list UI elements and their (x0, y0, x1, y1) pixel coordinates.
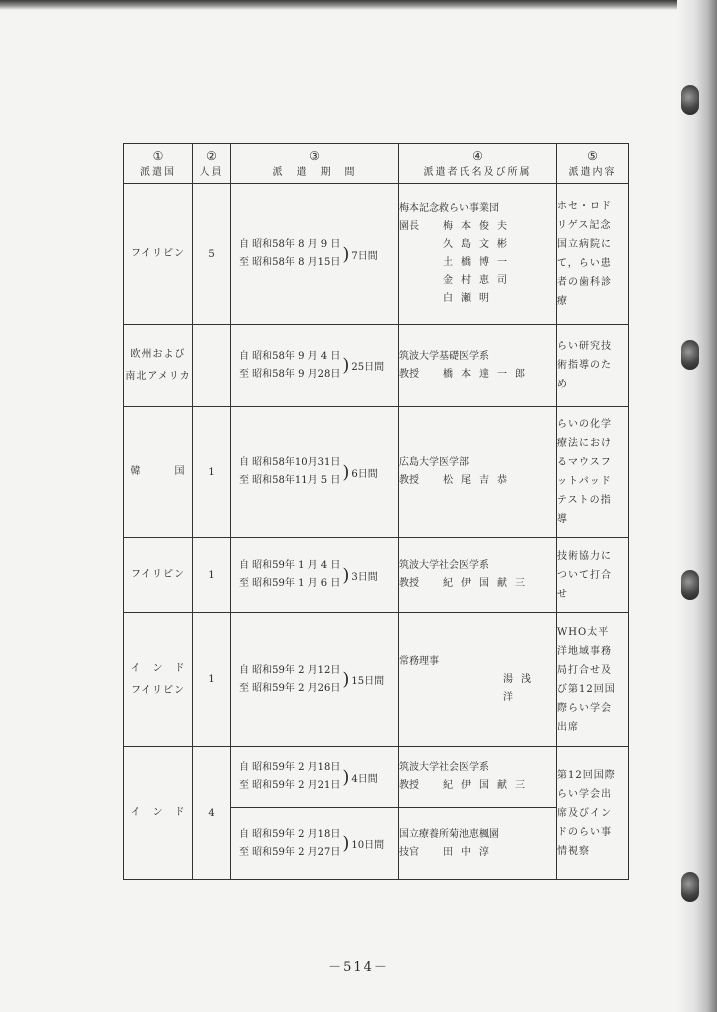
binder-ring-icon (681, 872, 699, 902)
count-cell (193, 325, 231, 407)
table-row (124, 613, 629, 747)
content-cell: 技術協力に ついて打合 せ (557, 538, 629, 613)
country-cell: 欧州および 南北アメリカ (124, 325, 193, 407)
content-cell: らい研究技 術指導のた め (557, 325, 629, 407)
binder-ring-icon (681, 340, 699, 370)
dispatch-table (123, 143, 629, 880)
dispatchee-cell: 常務理事 湯浅洋 (399, 613, 557, 747)
count-cell: 1 (193, 538, 231, 613)
count-cell: 4 (193, 747, 231, 880)
period-cell: 自 昭和59年 2 月18日 至 昭和59年 2 月21日 ) 4日間 (231, 747, 399, 808)
country-cell: イ ン ド (124, 747, 193, 880)
period-cell: 自 昭和59年 2 月12日 至 昭和59年 2 月26日 ) 15日間 (231, 613, 399, 747)
binder-ring-icon (681, 570, 699, 600)
count-cell: 1 (193, 407, 231, 538)
table-row (124, 538, 629, 613)
header-content: ⑤ 派遣内容 (557, 144, 629, 184)
header-count: ② 人員 (193, 144, 231, 184)
dispatchee-cell: 国立療養所菊池恵楓園 技官 田中淳 (399, 808, 557, 880)
country-cell: 韓 国 (124, 407, 193, 538)
header-period: ③ 派 遣 期 間 (231, 144, 399, 184)
page-number: －514－ (328, 960, 389, 975)
binder-ring-icon (681, 85, 699, 115)
dispatchee-cell: 広島大学医学部 教授 松尾吉恭 (399, 407, 557, 538)
country-cell: フイリピン (124, 184, 193, 325)
count-cell: 1 (193, 613, 231, 747)
period-cell: 自 昭和58年10月31日 至 昭和58年11月 5 日 ) 6日間 (231, 407, 399, 538)
period-cell: 自 昭和59年 2 月18日 至 昭和59年 2 月27日 ) 10日間 (231, 808, 399, 880)
country-cell: フイリピン (124, 538, 193, 613)
content-cell: WHO太平 洋地域事務 局打合せ及 び第12回国 際らい学会 出席 (557, 613, 629, 747)
header-row (124, 144, 629, 184)
binding-shadow (677, 0, 717, 1012)
period-cell: 自 昭和58年 8 月 9 日 至 昭和58年 8 月15日 ) 7日間 (231, 184, 399, 325)
count-cell: 5 (193, 184, 231, 325)
period-cell: 自 昭和59年 1 月 4 日 至 昭和59年 1 月 6 日 ) 3日間 (231, 538, 399, 613)
table-row (124, 325, 629, 407)
page-top-edge (0, 0, 717, 10)
country-cell: イ ン ド フイリピン (124, 613, 193, 747)
header-country: ① 派遣国 (124, 144, 193, 184)
content-cell: らいの化学 療法におけ るマウスフ ットパッド テストの指 導 (557, 407, 629, 538)
dispatchee-cell: 筑波大学社会医学系 教授 紀伊国献三 (399, 747, 557, 808)
table-row (124, 184, 629, 325)
table-row (124, 747, 629, 808)
period-cell: 自 昭和58年 9 月 4 日 至 昭和58年 9 月28日 ) 25日間 (231, 325, 399, 407)
header-dispatchee: ④ 派遣者氏名及び所属 (399, 144, 557, 184)
dispatchee-cell: 梅本記念救らい事業団 園長 梅本俊夫 久島文彬 土橋博一 金村恵司 白瀬明 (399, 184, 557, 325)
content-cell: 第12回国際 らい学会出 席及びイン ドのらい事 情視察 (557, 747, 629, 880)
table-row (124, 407, 629, 538)
dispatchee-cell: 筑波大学社会医学系 教授 紀伊国献三 (399, 538, 557, 613)
dispatchee-cell: 筑波大学基礎医学系 教授 橋本達一郎 (399, 325, 557, 407)
content-cell: ホセ・ロド リゲス記念 国立病院に て，らい患 者の歯科診 療 (557, 184, 629, 325)
